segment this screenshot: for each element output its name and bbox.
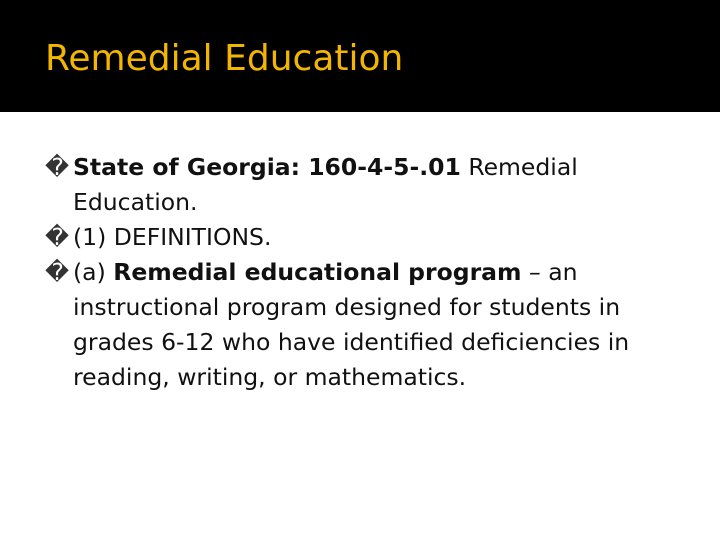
bullet-icon: � <box>45 258 70 286</box>
item-text: – an instructional program designed for students in grades 6-12 who have identified deficiencies in reading, writing, or mathematics. <box>73 258 630 391</box>
item-text: Remedial Education. <box>73 153 578 216</box>
list-item <box>45 220 695 255</box>
list-item <box>45 150 695 220</box>
bullet-icon: � <box>45 223 70 251</box>
bullet-icon: � <box>45 153 70 181</box>
title-bar <box>0 0 720 112</box>
item-text: (1) DEFINITIONS. <box>73 223 272 251</box>
item-bold-text: Remedial educational program <box>113 258 522 286</box>
item-prefix: (a) <box>73 258 114 286</box>
slide-title: Remedial Education <box>45 38 404 79</box>
list-item <box>45 255 695 395</box>
item-bold-text: State of Georgia: 160-4-5-.01 <box>73 153 461 181</box>
bullet-list <box>45 150 695 395</box>
